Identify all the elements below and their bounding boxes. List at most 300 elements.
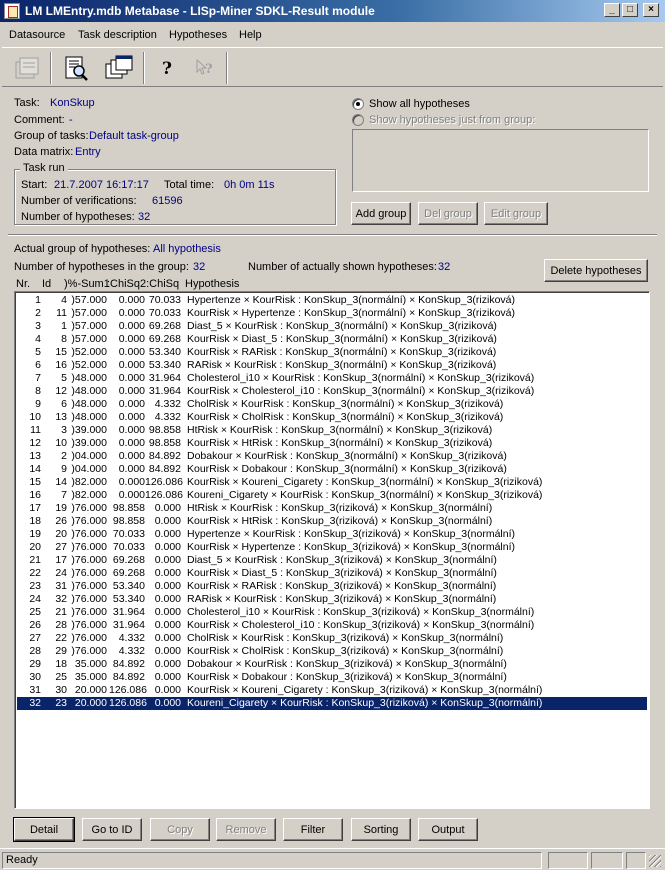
table-row[interactable] <box>17 359 647 372</box>
total-time-value: 0h 0m 11s <box>224 179 275 191</box>
row-hypothesis-cell: KourRisk × Koureni_Cigarety : KonSkup_3(normální) × KonSkup_3(riziková) <box>187 476 543 488</box>
delete-hypotheses-button[interactable]: Delete hypotheses <box>544 259 648 282</box>
row-id-cell: 16 <box>55 359 67 371</box>
table-row[interactable] <box>17 463 647 476</box>
row-id-cell: 11 <box>56 307 67 319</box>
row-hypothesis-cell: Dobakour × KourRisk : KonSkup_3(normální) × KonSkup_3(riziková) <box>187 450 507 462</box>
row-chisq2-cell: 53.340 <box>148 346 181 358</box>
row-hypothesis-cell: Diast_5 × KourRisk : KonSkup_3(normální) × KonSkup_3(riziková) <box>187 320 497 332</box>
row-nr-cell: 20 <box>29 541 41 553</box>
row-chisq1-cell: 0.000 <box>118 437 145 449</box>
close-button[interactable]: × <box>643 3 659 17</box>
row-sum-cell: )04.000 <box>71 463 107 475</box>
row-id-cell: 32 <box>55 593 67 605</box>
data-matrix-value: Entry <box>75 146 101 158</box>
row-id-cell: 10 <box>55 437 67 449</box>
row-chisq2-cell: 53.340 <box>148 359 181 371</box>
table-row[interactable] <box>17 424 647 437</box>
table-row[interactable] <box>17 684 647 697</box>
row-hypothesis-cell: KourRisk × HtRisk : KonSkup_3(riziková) × KonSkup_3(normální) <box>187 515 493 527</box>
row-id-cell: 21 <box>55 606 67 618</box>
row-sum-cell: )76.000 <box>71 632 107 644</box>
row-chisq2-cell: 31.964 <box>148 385 181 397</box>
row-hypothesis-cell: KourRisk × Diast_5 : KonSkup_3(riziková) × KonSkup_3(normální) <box>187 567 497 579</box>
row-chisq2-cell: 0.000 <box>154 502 181 514</box>
window-title: LM LMEntry.mdb Metabase - LISp-Miner SDKL-Result module <box>25 4 375 18</box>
row-id-cell: 25 <box>55 671 67 683</box>
table-row[interactable] <box>17 671 647 684</box>
add-group-button[interactable]: Add group <box>351 202 411 225</box>
row-chisq2-cell: 0.000 <box>154 606 181 618</box>
table-row[interactable] <box>17 307 647 320</box>
row-chisq2-cell: 0.000 <box>154 541 181 553</box>
shown-hypotheses-value: 32 <box>438 261 451 273</box>
row-id-cell: 31 <box>55 580 67 592</box>
table-row[interactable] <box>17 437 647 450</box>
open-icon[interactable] <box>10 51 44 85</box>
row-chisq1-cell: 31.964 <box>112 606 145 618</box>
menu-bar <box>0 25 665 45</box>
row-nr-cell: 4 <box>35 333 41 345</box>
table-row[interactable] <box>17 593 647 606</box>
row-sum-cell: )48.000 <box>71 372 107 384</box>
output-button[interactable]: Output <box>418 818 478 841</box>
help-icon[interactable] <box>150 51 184 85</box>
row-chisq1-cell: 0.000 <box>118 411 145 423</box>
row-hypothesis-cell: KourRisk × Dobakour : KonSkup_3(normální) × KonSkup_3(riziková) <box>187 463 507 475</box>
row-chisq2-cell: 84.892 <box>148 450 181 462</box>
row-chisq1-cell: 0.000 <box>118 450 145 462</box>
row-chisq2-cell: 4.332 <box>154 411 181 423</box>
row-hypothesis-cell: KourRisk × CholRisk : KonSkup_3(normální) × KonSkup_3(riziková) <box>187 411 504 423</box>
row-nr-cell: 15 <box>29 476 41 488</box>
row-sum-cell: )48.000 <box>71 385 107 397</box>
row-chisq1-cell: 0.000 <box>118 463 145 475</box>
row-sum-cell: )82.000 <box>71 489 107 501</box>
row-chisq2-cell: 0.000 <box>154 528 181 540</box>
hypotheses-in-group-label: Number of hypotheses in the group: <box>14 261 189 273</box>
actual-group-label: Actual group of hypotheses: <box>14 243 151 255</box>
row-nr-cell: 14 <box>29 463 41 475</box>
row-chisq2-cell: 0.000 <box>154 554 181 566</box>
menu-help[interactable]: Help <box>239 29 262 41</box>
row-nr-cell: 13 <box>29 450 41 462</box>
table-row[interactable] <box>17 346 647 359</box>
row-nr-cell: 3 <box>35 320 41 332</box>
row-chisq2-cell: 69.268 <box>148 333 181 345</box>
table-row[interactable] <box>17 294 647 307</box>
show-all-label[interactable]: Show all hypotheses <box>369 98 470 110</box>
row-chisq2-cell: 0.000 <box>154 593 181 605</box>
row-chisq1-cell: 0.000 <box>118 346 145 358</box>
start-label: Start: <box>21 179 48 191</box>
row-chisq1-cell: 0.000 <box>118 294 145 306</box>
toolbar <box>2 47 663 87</box>
row-nr-cell: 5 <box>35 346 41 358</box>
row-id-cell: 13 <box>55 411 67 423</box>
row-chisq2-cell: 126.086 <box>145 489 183 501</box>
row-hypothesis-cell: Cholesterol_i10 × KourRisk : KonSkup_3(normální) × KonSkup_3(riziková) <box>187 372 535 384</box>
row-sum-cell: 35.000 <box>74 671 107 683</box>
row-hypothesis-cell: KourRisk × Koureni_Cigarety : KonSkup_3(riziková) × KonSkup_3(normální) <box>187 684 543 696</box>
row-nr-cell: 7 <box>35 372 41 384</box>
row-nr-cell: 2 <box>35 307 41 319</box>
row-id-cell: 14 <box>55 476 67 488</box>
row-nr-cell: 6 <box>35 359 41 371</box>
row-hypothesis-cell: Cholesterol_i10 × KourRisk : KonSkup_3(riziková) × KonSkup_3(normální) <box>187 606 535 618</box>
total-time-label: Total time: <box>164 179 215 191</box>
table-row[interactable] <box>17 580 647 593</box>
table-row[interactable] <box>17 619 647 632</box>
row-id-cell: 6 <box>61 398 67 410</box>
row-chisq1-cell: 0.000 <box>118 476 145 488</box>
task-label: Task: <box>14 97 40 109</box>
row-id-cell: 19 <box>55 502 67 514</box>
row-nr-cell: 18 <box>29 515 41 527</box>
row-nr-cell: 12 <box>29 437 41 449</box>
toolbar-separator <box>226 52 228 84</box>
start-value: 21.7.2007 16:17:17 <box>54 179 149 191</box>
row-chisq1-cell: 0.000 <box>118 320 145 332</box>
table-row[interactable] <box>17 606 647 619</box>
row-nr-cell: 23 <box>29 580 41 592</box>
row-hypothesis-cell: Hypertenze × KourRisk : KonSkup_3(normální) × KonSkup_3(riziková) <box>187 294 515 306</box>
row-hypothesis-cell: KourRisk × CholRisk : KonSkup_3(riziková) × KonSkup_3(normální) <box>187 645 504 657</box>
hypotheses-count-value: 32 <box>138 211 151 223</box>
row-chisq1-cell: 70.033 <box>112 528 145 540</box>
row-chisq1-cell: 84.892 <box>112 658 145 670</box>
row-sum-cell: )76.000 <box>71 619 107 631</box>
row-hypothesis-cell: CholRisk × KourRisk : KonSkup_3(normální) × KonSkup_3(riziková) <box>187 398 504 410</box>
actual-group-value: All hypothesis <box>153 243 221 255</box>
copy-button[interactable]: Copy <box>150 818 210 841</box>
row-chisq2-cell: 69.268 <box>148 320 181 332</box>
row-chisq1-cell: 53.340 <box>112 580 145 592</box>
table-row[interactable] <box>17 502 647 515</box>
preview-icon[interactable] <box>59 51 93 85</box>
row-nr-cell: 31 <box>29 684 41 696</box>
row-sum-cell: )39.000 <box>71 437 107 449</box>
table-row[interactable] <box>17 450 647 463</box>
row-sum-cell: )57.000 <box>71 307 107 319</box>
row-sum-cell: )76.000 <box>71 645 107 657</box>
row-chisq1-cell: 0.000 <box>118 333 145 345</box>
row-sum-cell: 20.000 <box>74 684 107 696</box>
row-chisq2-cell: 0.000 <box>154 684 181 696</box>
row-chisq2-cell: 84.892 <box>148 463 181 475</box>
row-chisq1-cell: 0.000 <box>118 372 145 384</box>
row-sum-cell: )48.000 <box>71 398 107 410</box>
row-sum-cell: )04.000 <box>71 450 107 462</box>
row-hypothesis-cell: KourRisk × HtRisk : KonSkup_3(normální) × KonSkup_3(riziková) <box>187 437 493 449</box>
row-hypothesis-cell: Koureni_Cigarety × KourRisk : KonSkup_3(normální) × KonSkup_3(riziková) <box>187 489 543 501</box>
row-hypothesis-cell: KourRisk × Cholesterol_i10 : KonSkup_3(normální) × KonSkup_3(riziková) <box>187 385 535 397</box>
go-to-id-button[interactable]: Go to ID <box>82 818 142 841</box>
table-row[interactable] <box>17 385 647 398</box>
column-header-sum[interactable]: )%-Sum1 <box>64 278 110 290</box>
menu-datasource[interactable]: Datasource <box>9 29 66 41</box>
row-nr-cell: 17 <box>29 502 41 514</box>
section-divider <box>8 234 657 236</box>
row-hypothesis-cell: KourRisk × Hypertenze : KonSkup_3(normální) × KonSkup_3(riziková) <box>187 307 515 319</box>
row-chisq1-cell: 126.086 <box>109 697 147 709</box>
task-value: KonSkup <box>50 97 95 109</box>
row-nr-cell: 32 <box>29 697 41 709</box>
table-row[interactable] <box>17 515 647 528</box>
row-chisq1-cell: 98.858 <box>112 515 145 527</box>
status-pane <box>626 852 646 869</box>
column-header-chisq2[interactable]: 2:ChiSq <box>140 278 180 290</box>
table-row[interactable] <box>17 567 647 580</box>
row-sum-cell: )76.000 <box>71 567 107 579</box>
row-id-cell: 15 <box>55 346 67 358</box>
toolbar-separator <box>50 52 52 84</box>
row-chisq2-cell: 0.000 <box>154 515 181 527</box>
row-sum-cell: )52.000 <box>71 346 107 358</box>
table-row[interactable] <box>17 541 647 554</box>
row-nr-cell: 1 <box>35 294 41 306</box>
row-chisq1-cell: 53.340 <box>112 593 145 605</box>
documents-icon[interactable] <box>102 51 136 85</box>
status-bar <box>0 848 665 870</box>
group-of-tasks-value: Default task-group <box>89 130 179 142</box>
table-row[interactable] <box>17 645 647 658</box>
table-row[interactable] <box>17 528 647 541</box>
row-sum-cell: )82.000 <box>71 476 107 488</box>
row-id-cell: 20 <box>55 528 67 540</box>
table-row[interactable] <box>17 398 647 411</box>
row-hypothesis-cell: KourRisk × Cholesterol_i10 : KonSkup_3(riziková) × KonSkup_3(normální) <box>187 619 535 631</box>
row-chisq2-cell: 0.000 <box>154 645 181 657</box>
row-sum-cell: )76.000 <box>71 580 107 592</box>
row-hypothesis-cell: KourRisk × RARisk : KonSkup_3(riziková) × KonSkup_3(normální) <box>187 580 497 592</box>
row-hypothesis-cell: Diast_5 × KourRisk : KonSkup_3(riziková) × KonSkup_3(normální) <box>187 554 497 566</box>
column-header-id[interactable]: Id <box>42 278 52 290</box>
row-sum-cell: )57.000 <box>71 294 107 306</box>
row-id-cell: 9 <box>61 463 67 475</box>
row-sum-cell: 20.000 <box>74 697 107 709</box>
row-chisq2-cell: 0.000 <box>154 632 181 644</box>
group-of-tasks-label: Group of tasks: <box>14 130 89 142</box>
hypotheses-in-group-value: 32 <box>193 261 206 273</box>
row-chisq1-cell: 84.892 <box>112 671 145 683</box>
table-row[interactable] <box>17 476 647 489</box>
shown-hypotheses-label: Number of actually shown hypotheses: <box>248 261 437 273</box>
row-chisq1-cell: 0.000 <box>118 398 145 410</box>
maximize-button[interactable]: □ <box>622 3 638 17</box>
row-nr-cell: 9 <box>35 398 41 410</box>
column-header-chisq1[interactable]: :ChiSq <box>107 278 141 290</box>
row-nr-cell: 8 <box>35 385 41 397</box>
row-chisq1-cell: 0.000 <box>118 359 145 371</box>
status-pane <box>591 852 623 869</box>
row-sum-cell: )76.000 <box>71 515 107 527</box>
row-nr-cell: 21 <box>29 554 41 566</box>
menu-hypotheses[interactable]: Hypotheses <box>169 29 228 41</box>
row-chisq2-cell: 4.332 <box>154 398 181 410</box>
verifications-value: 61596 <box>152 195 183 207</box>
row-id-cell: 24 <box>55 567 67 579</box>
row-chisq1-cell: 0.000 <box>118 385 145 397</box>
row-id-cell: 18 <box>55 658 67 670</box>
row-id-cell: 1 <box>61 320 67 332</box>
row-id-cell: 5 <box>61 372 67 384</box>
row-hypothesis-cell: Hypertenze × KourRisk : KonSkup_3(riziková) × KonSkup_3(normální) <box>187 528 515 540</box>
row-id-cell: 22 <box>55 632 67 644</box>
row-id-cell: 29 <box>55 645 67 657</box>
row-chisq1-cell: 0.000 <box>118 489 145 501</box>
menu-task-description[interactable]: Task description <box>78 29 157 41</box>
row-chisq1-cell: 69.268 <box>112 554 145 566</box>
row-chisq1-cell: 0.000 <box>118 307 145 319</box>
row-hypothesis-cell: HtRisk × KourRisk : KonSkup_3(normální) × KonSkup_3(riziková) <box>187 424 493 436</box>
row-nr-cell: 25 <box>29 606 41 618</box>
row-nr-cell: 22 <box>29 567 41 579</box>
row-chisq1-cell: 4.332 <box>118 632 145 644</box>
row-chisq2-cell: 0.000 <box>154 697 181 709</box>
row-chisq2-cell: 0.000 <box>154 658 181 670</box>
group-listbox[interactable] <box>352 129 649 192</box>
row-nr-cell: 26 <box>29 619 41 631</box>
row-nr-cell: 24 <box>29 593 41 605</box>
row-nr-cell: 30 <box>29 671 41 683</box>
app-icon <box>4 3 20 19</box>
table-row[interactable] <box>17 320 647 333</box>
sorting-button[interactable]: Sorting <box>351 818 411 841</box>
row-nr-cell: 28 <box>29 645 41 657</box>
row-nr-cell: 19 <box>29 528 41 540</box>
data-matrix-label: Data matrix: <box>14 146 74 158</box>
row-sum-cell: )76.000 <box>71 606 107 618</box>
row-chisq1-cell: 126.086 <box>109 684 147 696</box>
verifications-label: Number of verifications: <box>21 195 137 207</box>
status-pane <box>548 852 588 869</box>
row-chisq2-cell: 98.858 <box>148 437 181 449</box>
row-sum-cell: )39.000 <box>71 424 107 436</box>
row-sum-cell: )76.000 <box>71 528 107 540</box>
row-chisq1-cell: 98.858 <box>112 502 145 514</box>
row-chisq2-cell: 98.858 <box>148 424 181 436</box>
title-bar <box>0 0 665 22</box>
row-sum-cell: )48.000 <box>71 411 107 423</box>
row-sum-cell: )76.000 <box>71 541 107 553</box>
row-hypothesis-cell: KourRisk × Hypertenze : KonSkup_3(riziková) × KonSkup_3(normální) <box>187 541 515 553</box>
row-sum-cell: )52.000 <box>71 359 107 371</box>
remove-button[interactable]: Remove <box>216 818 276 841</box>
context-help-icon[interactable] <box>188 51 222 85</box>
row-nr-cell: 10 <box>29 411 41 423</box>
row-id-cell: 23 <box>55 697 67 709</box>
comment-label: Comment: <box>14 114 65 126</box>
row-chisq1-cell: 0.000 <box>118 424 145 436</box>
table-row[interactable] <box>17 489 647 502</box>
row-chisq2-cell: 31.964 <box>148 372 181 384</box>
row-hypothesis-cell: KourRisk × Diast_5 : KonSkup_3(normální) × KonSkup_3(riziková) <box>187 333 497 345</box>
minimize-button[interactable]: _ <box>604 3 620 17</box>
row-hypothesis-cell: RARisk × KourRisk : KonSkup_3(riziková) × KonSkup_3(normální) <box>187 593 497 605</box>
row-chisq1-cell: 69.268 <box>112 567 145 579</box>
row-id-cell: 2 <box>61 450 67 462</box>
row-chisq2-cell: 0.000 <box>154 580 181 592</box>
table-row[interactable] <box>17 372 647 385</box>
row-id-cell: 7 <box>61 489 67 501</box>
row-nr-cell: 27 <box>29 632 41 644</box>
show-group-label[interactable]: Show hypotheses just from group: <box>369 114 536 126</box>
row-chisq2-cell: 70.033 <box>148 307 181 319</box>
row-sum-cell: )57.000 <box>71 333 107 345</box>
row-id-cell: 27 <box>55 541 67 553</box>
task-run-legend: Task run <box>20 162 68 174</box>
show-all-radio[interactable] <box>352 98 364 110</box>
show-group-radio[interactable] <box>352 114 364 126</box>
row-chisq2-cell: 126.086 <box>145 476 183 488</box>
table-row[interactable] <box>17 658 647 671</box>
row-chisq2-cell: 70.033 <box>148 294 181 306</box>
resize-grip[interactable] <box>649 855 661 867</box>
row-hypothesis-cell: KourRisk × RARisk : KonSkup_3(normální) × KonSkup_3(riziková) <box>187 346 497 358</box>
svg-text:?: ? <box>205 62 213 77</box>
row-sum-cell: 35.000 <box>74 658 107 670</box>
row-hypothesis-cell: Dobakour × KourRisk : KonSkup_3(riziková) × KonSkup_3(normální) <box>187 658 507 670</box>
comment-value: - <box>69 114 73 126</box>
status-text: Ready <box>6 854 38 866</box>
hypotheses-count-label: Number of hypotheses: <box>21 211 135 223</box>
row-sum-cell: )57.000 <box>71 320 107 332</box>
table-row[interactable] <box>17 333 647 346</box>
row-nr-cell: 29 <box>29 658 41 670</box>
row-hypothesis-cell: KourRisk × Dobakour : KonSkup_3(riziková) × KonSkup_3(normální) <box>187 671 507 683</box>
table-row[interactable] <box>17 411 647 424</box>
row-chisq1-cell: 31.964 <box>112 619 145 631</box>
row-id-cell: 30 <box>55 684 67 696</box>
toolbar-separator <box>143 52 145 84</box>
row-sum-cell: )76.000 <box>71 554 107 566</box>
detail-button[interactable]: Detail <box>14 818 74 841</box>
column-header-hypothesis[interactable]: Hypothesis <box>185 278 240 290</box>
row-nr-cell: 16 <box>29 489 41 501</box>
row-id-cell: 12 <box>55 385 67 397</box>
filter-button[interactable]: Filter <box>283 818 343 841</box>
row-chisq2-cell: 0.000 <box>154 671 181 683</box>
del-group-button[interactable]: Del group <box>418 202 478 225</box>
edit-group-button[interactable]: Edit group <box>484 202 548 225</box>
row-chisq1-cell: 70.033 <box>112 541 145 553</box>
row-hypothesis-cell: CholRisk × KourRisk : KonSkup_3(riziková) × KonSkup_3(normální) <box>187 632 504 644</box>
row-id-cell: 17 <box>55 554 67 566</box>
row-id-cell: 3 <box>61 424 67 436</box>
status-pane-main <box>2 852 542 869</box>
row-chisq1-cell: 4.332 <box>118 645 145 657</box>
row-id-cell: 4 <box>61 294 67 306</box>
row-chisq2-cell: 0.000 <box>154 567 181 579</box>
row-id-cell: 26 <box>55 515 67 527</box>
row-chisq2-cell: 0.000 <box>154 619 181 631</box>
row-hypothesis-cell: RARisk × KourRisk : KonSkup_3(normální) × KonSkup_3(riziková) <box>187 359 497 371</box>
row-sum-cell: )76.000 <box>71 502 107 514</box>
table-row[interactable] <box>17 554 647 567</box>
row-nr-cell: 11 <box>30 424 41 436</box>
table-row[interactable] <box>17 697 647 710</box>
row-id-cell: 28 <box>55 619 67 631</box>
svg-text:?: ? <box>162 59 172 79</box>
column-header-nr[interactable]: Nr. <box>16 278 31 290</box>
table-row[interactable] <box>17 632 647 645</box>
hypotheses-table[interactable] <box>14 291 650 809</box>
row-hypothesis-cell: HtRisk × KourRisk : KonSkup_3(riziková) × KonSkup_3(normální) <box>187 502 493 514</box>
row-hypothesis-cell: Koureni_Cigarety × KourRisk : KonSkup_3(riziková) × KonSkup_3(normální) <box>187 697 543 709</box>
row-id-cell: 8 <box>61 333 67 345</box>
row-sum-cell: )76.000 <box>71 593 107 605</box>
